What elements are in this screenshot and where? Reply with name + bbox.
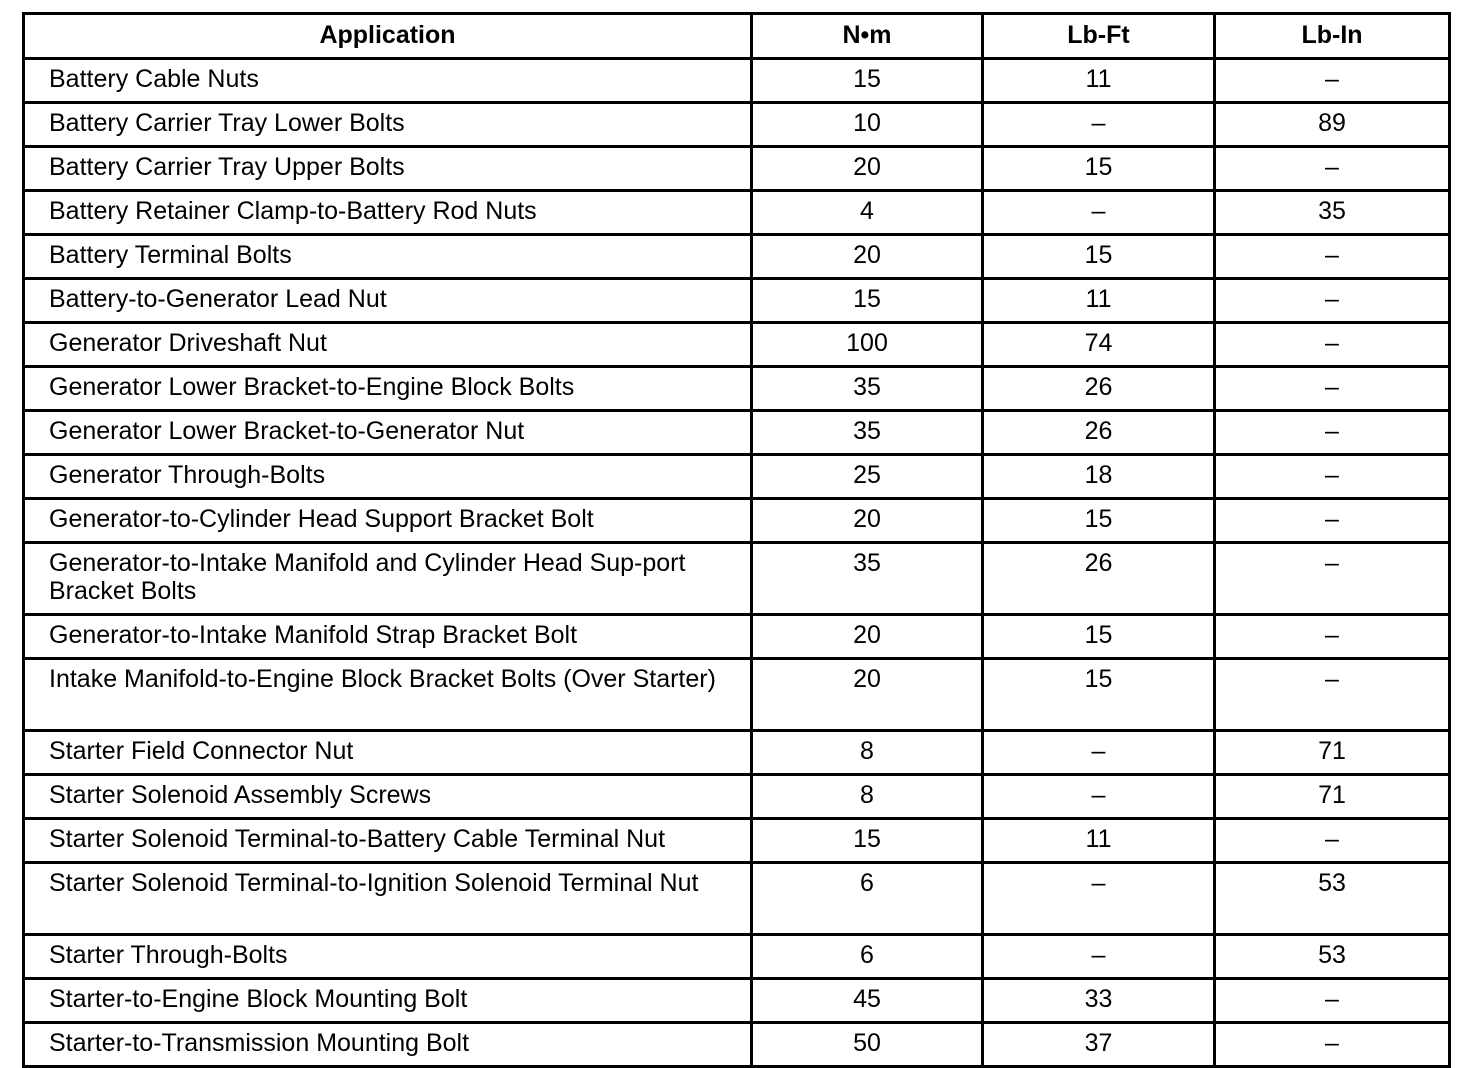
header-row: [24, 14, 1450, 59]
column-header-lbft: Lb-Ft: [983, 14, 1215, 59]
cell-application: Intake Manifold-to-Engine Block Bracket Bolts (Over Starter): [24, 659, 752, 731]
cell-lbin: –: [1215, 411, 1450, 455]
table-row: [24, 59, 1450, 103]
cell-nm: 50: [752, 1023, 983, 1067]
cell-nm: 35: [752, 411, 983, 455]
cell-lbin: –: [1215, 147, 1450, 191]
table-row: [24, 863, 1450, 935]
cell-lbft: 15: [983, 235, 1215, 279]
cell-lbin: –: [1215, 659, 1450, 731]
cell-application: Starter Field Connector Nut: [24, 731, 752, 775]
table-row: [24, 103, 1450, 147]
table-row: [24, 731, 1450, 775]
cell-nm: 15: [752, 279, 983, 323]
cell-application: Starter Solenoid Terminal-to-Battery Cable Terminal Nut: [24, 819, 752, 863]
cell-application: Battery-to-Generator Lead Nut: [24, 279, 752, 323]
table-row: [24, 935, 1450, 979]
cell-nm: 20: [752, 499, 983, 543]
cell-application: Generator Lower Bracket-to-Engine Block Bolts: [24, 367, 752, 411]
cell-lbft: 26: [983, 411, 1215, 455]
cell-lbin: –: [1215, 59, 1450, 103]
cell-application: Starter Solenoid Assembly Screws: [24, 775, 752, 819]
column-header-lbin: Lb-In: [1215, 14, 1450, 59]
table-row: [24, 615, 1450, 659]
table-row: [24, 455, 1450, 499]
torque-spec-table: [22, 12, 1451, 1068]
cell-lbft: –: [983, 731, 1215, 775]
cell-nm: 8: [752, 731, 983, 775]
cell-lbft: 26: [983, 543, 1215, 615]
cell-lbft: 74: [983, 323, 1215, 367]
cell-lbin: 71: [1215, 775, 1450, 819]
cell-application: Battery Carrier Tray Lower Bolts: [24, 103, 752, 147]
cell-nm: 25: [752, 455, 983, 499]
cell-application: Generator-to-Intake Manifold and Cylinder Head Sup-port Bracket Bolts: [24, 543, 752, 615]
table-row: [24, 191, 1450, 235]
cell-lbft: 11: [983, 279, 1215, 323]
cell-application: Generator Driveshaft Nut: [24, 323, 752, 367]
table-row: [24, 323, 1450, 367]
cell-lbin: –: [1215, 979, 1450, 1023]
cell-nm: 35: [752, 367, 983, 411]
cell-lbft: 15: [983, 659, 1215, 731]
cell-application: Battery Carrier Tray Upper Bolts: [24, 147, 752, 191]
cell-lbft: –: [983, 191, 1215, 235]
torque-spec-table-container: [22, 12, 1448, 1068]
table-body: [24, 59, 1450, 1067]
cell-nm: 6: [752, 935, 983, 979]
cell-lbin: –: [1215, 279, 1450, 323]
cell-lbft: 26: [983, 367, 1215, 411]
cell-nm: 35: [752, 543, 983, 615]
cell-lbft: 15: [983, 615, 1215, 659]
cell-application: Battery Retainer Clamp-to-Battery Rod Nuts: [24, 191, 752, 235]
cell-application: Generator-to-Cylinder Head Support Bracket Bolt: [24, 499, 752, 543]
cell-lbin: –: [1215, 543, 1450, 615]
table-row: [24, 147, 1450, 191]
cell-nm: 20: [752, 659, 983, 731]
cell-application: Battery Cable Nuts: [24, 59, 752, 103]
column-header-nm: N•m: [752, 14, 983, 59]
cell-lbin: –: [1215, 455, 1450, 499]
cell-lbin: 53: [1215, 935, 1450, 979]
cell-nm: 6: [752, 863, 983, 935]
cell-application: Generator Lower Bracket-to-Generator Nut: [24, 411, 752, 455]
cell-lbin: –: [1215, 615, 1450, 659]
cell-lbin: –: [1215, 367, 1450, 411]
cell-nm: 20: [752, 235, 983, 279]
cell-lbft: 11: [983, 819, 1215, 863]
cell-lbin: –: [1215, 235, 1450, 279]
cell-nm: 20: [752, 615, 983, 659]
cell-application: Starter-to-Engine Block Mounting Bolt: [24, 979, 752, 1023]
cell-nm: 4: [752, 191, 983, 235]
cell-lbin: –: [1215, 499, 1450, 543]
table-row: [24, 819, 1450, 863]
cell-nm: 15: [752, 819, 983, 863]
table-row: [24, 543, 1450, 615]
column-header-application: Application: [24, 14, 752, 59]
table-row: [24, 411, 1450, 455]
cell-lbft: 33: [983, 979, 1215, 1023]
table-row: [24, 659, 1450, 731]
cell-lbin: –: [1215, 323, 1450, 367]
cell-application: Battery Terminal Bolts: [24, 235, 752, 279]
cell-application: Starter Through-Bolts: [24, 935, 752, 979]
cell-lbin: 35: [1215, 191, 1450, 235]
cell-lbin: 53: [1215, 863, 1450, 935]
table-header: [24, 14, 1450, 59]
table-row: [24, 775, 1450, 819]
cell-lbft: 11: [983, 59, 1215, 103]
cell-lbft: –: [983, 775, 1215, 819]
cell-lbft: 15: [983, 499, 1215, 543]
cell-lbin: –: [1215, 1023, 1450, 1067]
cell-nm: 10: [752, 103, 983, 147]
cell-nm: 20: [752, 147, 983, 191]
cell-nm: 15: [752, 59, 983, 103]
cell-application: Generator-to-Intake Manifold Strap Bracket Bolt: [24, 615, 752, 659]
cell-nm: 8: [752, 775, 983, 819]
table-row: [24, 279, 1450, 323]
cell-lbin: –: [1215, 819, 1450, 863]
cell-application: Generator Through-Bolts: [24, 455, 752, 499]
cell-lbft: 18: [983, 455, 1215, 499]
cell-lbin: 89: [1215, 103, 1450, 147]
table-row: [24, 367, 1450, 411]
cell-lbft: –: [983, 935, 1215, 979]
cell-application: Starter Solenoid Terminal-to-Ignition Solenoid Terminal Nut: [24, 863, 752, 935]
cell-lbin: 71: [1215, 731, 1450, 775]
table-row: [24, 235, 1450, 279]
cell-lbft: 15: [983, 147, 1215, 191]
cell-lbft: –: [983, 103, 1215, 147]
cell-lbft: –: [983, 863, 1215, 935]
cell-lbft: 37: [983, 1023, 1215, 1067]
cell-nm: 100: [752, 323, 983, 367]
table-row: [24, 499, 1450, 543]
cell-application: Starter-to-Transmission Mounting Bolt: [24, 1023, 752, 1067]
table-row: [24, 1023, 1450, 1067]
cell-nm: 45: [752, 979, 983, 1023]
table-row: [24, 979, 1450, 1023]
